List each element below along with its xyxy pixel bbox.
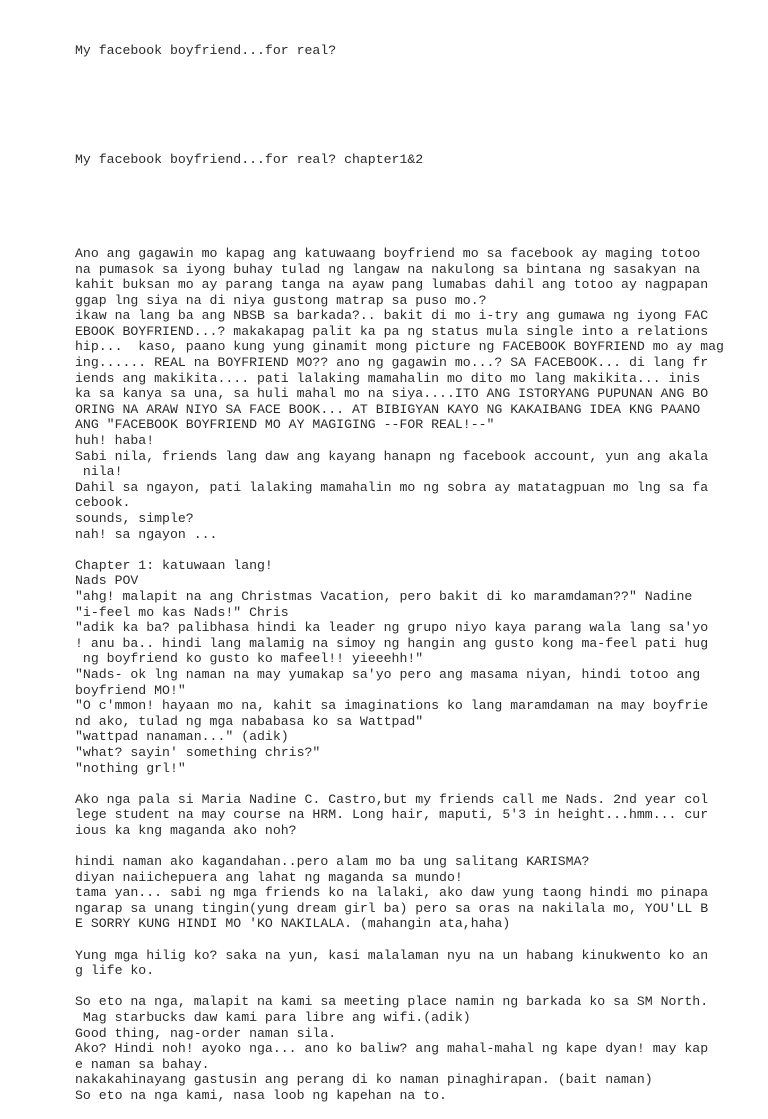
paragraph — [75, 994, 755, 1103]
text-line: ORING NA ARAW NIYO SA FACE BOOK... AT BIBIGYAN KAYO NG KAKAIBANG IDEA KNG PAANO — [75, 401, 701, 417]
text-line: "i-feel mo kas Nads!" Chris — [75, 604, 289, 620]
text-line: So eto na nga kami, nasa loob ng kapehan na to. — [75, 1087, 447, 1103]
text-line: nd ako, tulad ng mga nababasa ko sa Wattpad" — [75, 713, 424, 729]
text-line: Dahil sa ngayon, pati lalaking mamahalin mo ng sobra ay matatagpuan mo lng sa fa — [75, 479, 709, 495]
text-line: ggap lng siya na di niya gustong matrap sa puso mo.? — [75, 292, 487, 308]
text-line: Sabi nila, friends lang daw ang kayang hanapn ng facebook account, yun ang akala — [75, 448, 709, 464]
text-line: Ako? Hindi noh! ayoko nga... ano ko baliw? ang mahal-mahal ng kape dyan! may kap — [75, 1041, 709, 1057]
text-line: tama yan... sabi ng mga friends ko na lalaki, ako daw yung taong hindi mo pinapa — [75, 885, 709, 901]
spacer — [75, 932, 755, 948]
text-line: "wattpad nanaman..." (adik) — [75, 729, 289, 745]
spacer — [75, 979, 755, 995]
text-line: So eto na nga, malapit na kami sa meeting place namin ng barkada ko sa SM North. — [75, 994, 709, 1010]
text-line: hindi naman ako kagandahan..pero alam mo ba ung salitang KARISMA? — [75, 854, 590, 870]
paragraph — [75, 948, 755, 979]
text-line: nila! — [75, 464, 123, 480]
text-line: "ahg! malapit na ang Christmas Vacation, pero bakit di ko maramdaman??" Nadine — [75, 588, 693, 604]
text-line: na pumasok sa iyong buhay tulad ng langaw na nakulong sa bintana ng sasakyan na — [75, 261, 701, 277]
text-line: Good thing, nag-order naman sila. — [75, 1025, 337, 1041]
document-subtitle: My facebook boyfriend...for real? chapter1&2 — [75, 152, 424, 168]
text-line: E SORRY KUNG HINDI MO 'KO NAKILALA. (mahangin ata,haha) — [75, 916, 511, 932]
text-line: Chapter 1: katuwaan lang! — [75, 557, 273, 573]
document-title: My facebook boyfriend...for real? — [75, 43, 337, 59]
text-line: ngarap sa unang tingin(yung dream girl ba) pero sa oras na nakilala mo, YOU'LL B — [75, 900, 709, 916]
spacer — [75, 776, 755, 792]
text-line: Mag starbucks daw kami para libre ang wifi.(adik) — [75, 1010, 471, 1025]
text-line: boyfriend MO!" — [75, 682, 186, 698]
text-line: e naman sa bahay. — [75, 1056, 210, 1072]
spacer — [75, 838, 755, 854]
spacer — [75, 199, 755, 215]
text-line: huh! haba! — [75, 433, 155, 449]
text-line: ANG "FACEBOOK BOYFRIEND MO AY MAGIGING --FOR REAL!--" — [75, 417, 495, 433]
text-line: "what? sayin' something chris?" — [75, 744, 321, 760]
spacer — [75, 90, 755, 121]
text-line: hip... kaso, paano kung yung ginamit mong picture ng FACEBOOK BOYFRIEND mo ay mag — [75, 339, 724, 355]
paragraph — [75, 792, 755, 839]
text-line: nah! sa ngayon ... — [75, 526, 218, 542]
text-line: cebook. — [75, 495, 131, 511]
text-line: Yung mga hilig ko? saka na yun, kasi malalaman nyu na un habang kinukwento ko an — [75, 947, 709, 963]
text-line: Nads POV — [75, 573, 139, 589]
document-page — [75, 12, 755, 1119]
text-line: "adik ka ba? palibhasa hindi ka leader ng grupo niyo kaya parang wala lang sa'yo — [75, 620, 709, 636]
document-body — [75, 246, 755, 1104]
text-line: ing...... REAL na BOYFRIEND MO?? ano ng gagawin mo...? SA FACEBOOK... di lang fr — [75, 355, 709, 371]
text-line: diyan naiichepuera ang lahat ng maganda sa mundo! — [75, 869, 463, 885]
text-line: ious ka kng maganda ako noh? — [75, 822, 297, 838]
text-line: g life ko. — [75, 963, 155, 979]
text-line: Ano ang gagawin mo kapag ang katuwaang boyfriend mo sa facebook ay maging totoo — [75, 245, 701, 261]
text-line: "nothing grl!" — [75, 760, 186, 776]
text-line: "Nads- ok lng naman na may yumakap sa'yo pero ang masama niyan, hindi totoo ang — [75, 666, 701, 682]
paragraph — [75, 558, 755, 776]
text-line: lege student na may course na HRM. Long hair, maputi, 5'3 in height...hmm... cur — [75, 807, 709, 823]
text-line: ka sa kanya sa una, sa huli mahal mo na siya....ITO ANG ISTORYANG PUPUNAN ANG BO — [75, 386, 709, 402]
text-line: ikaw na lang ba ang NBSB sa barkada?.. bakit di mo i-try ang gumawa ng iyong FAC — [75, 308, 709, 324]
paragraph — [75, 854, 755, 932]
spacer — [75, 542, 755, 558]
text-line: iends ang makikita.... pati lalaking mamahalin mo dito mo lang makikita... inis — [75, 370, 701, 386]
text-line: "O c'mmon! hayaan mo na, kahit sa imaginations ko lang maramdaman na may boyfrie — [75, 698, 709, 714]
text-line: sounds, simple? — [75, 511, 194, 526]
text-line: Ako nga pala si Maria Nadine C. Castro,but my friends call me Nads. 2nd year col — [75, 791, 709, 807]
text-line: ng boyfriend ko gusto ko mafeel!! yieeehh!" — [75, 651, 424, 667]
text-line: ! anu ba.. hindi lang malamig na simoy ng hangin ang gusto kong ma-feel pati hug — [75, 635, 709, 651]
text-line: EBOOK BOYFRIEND...? makakapag palit ka pa ng status mula single into a relations — [75, 323, 709, 339]
text-line: kahit buksan mo ay parang tanga na ayaw pang lumabas dahil ang totoo ay nagpapan — [75, 277, 709, 293]
paragraph — [75, 246, 755, 542]
text-line: nakakahinayang gastusin ang perang di ko naman pinaghirapan. (bait naman) — [75, 1072, 653, 1088]
